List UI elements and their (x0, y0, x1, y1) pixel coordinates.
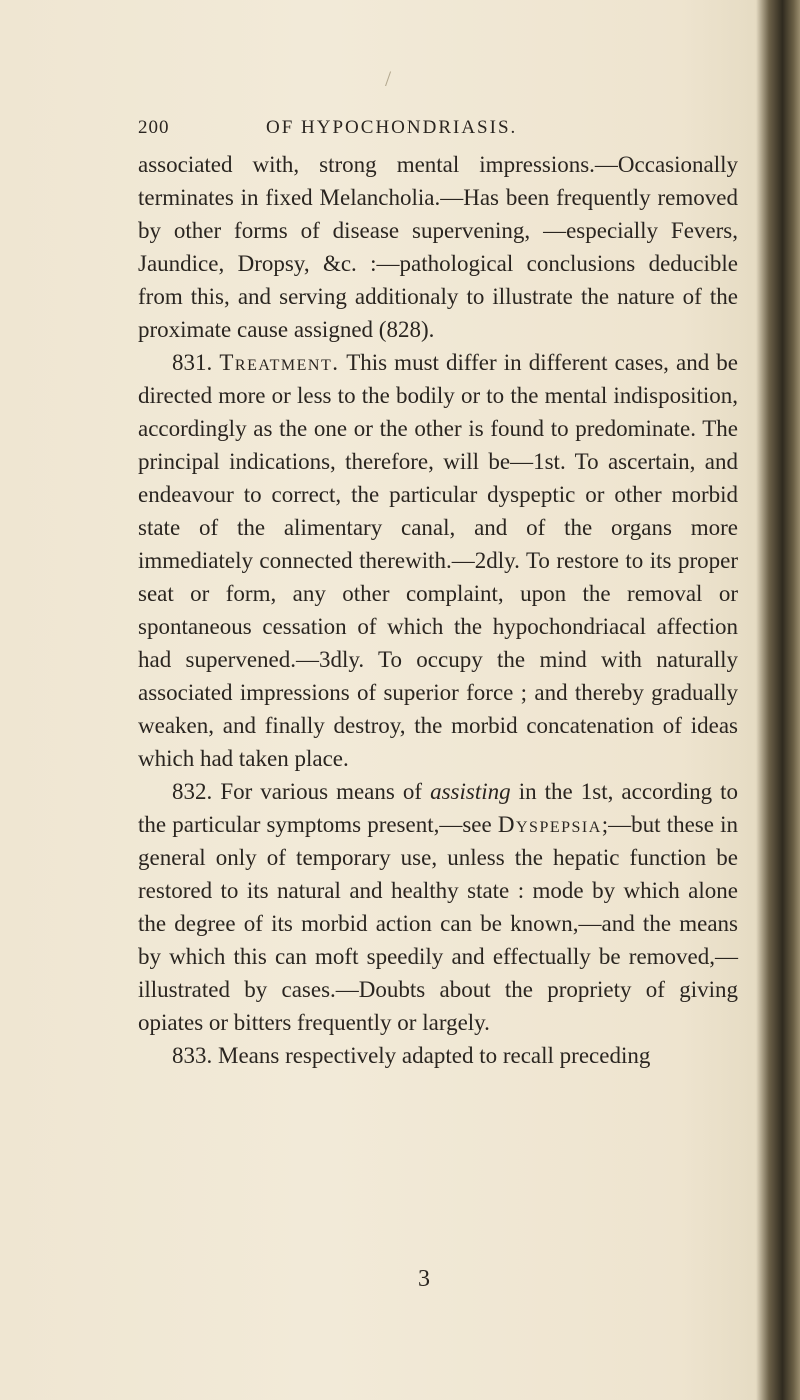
paragraph-text: associated with, strong mental impressions.—Occasionally terminates in fixed Melancholia.—Has been frequently removed by other forms of disease supervening, —especially Fevers, Jaundice, Dropsy, &c. :—pathological conclusions deducible from this, and serving additionaly to illustrate the nature of the proximate cause assigned (828). (138, 152, 738, 342)
stray-ink-mark: / (385, 66, 392, 91)
body-text (138, 148, 738, 1072)
signature-mark: 3 (418, 1266, 430, 1292)
running-title: OF HYPOCHONDRIASIS. (266, 117, 518, 138)
paragraph-text: For various means of (220, 779, 423, 804)
page-edge-shadow (756, 0, 800, 1400)
italic-term: assisting (430, 779, 511, 804)
running-header (138, 117, 738, 147)
section-heading: Treatment. (219, 350, 340, 375)
paragraph-text: Means respectively adapted to recall preceding (218, 1043, 651, 1068)
page-number: 200 (138, 117, 170, 138)
paragraph-number: 832. (172, 779, 213, 804)
paragraph-text: ;—but these in general only of temporary use, unless the hepatic function be restored to its natural and healthy state : mode by which alone the degree of its morbid action can be known,—and the means by which this can moft speedily and effectually be removed,— illustrated by cases.—Doubts about the propriety of giving opiates or bitters frequently or largely. (138, 812, 738, 1035)
paragraph-continuation (138, 148, 738, 346)
paragraph-text: in the 1st, according to the particular symptoms present,—see (138, 779, 739, 837)
paragraph-number: 831. (172, 350, 213, 375)
paragraph-831 (138, 346, 738, 775)
paragraph-833 (138, 1039, 738, 1072)
paragraph-text: This must differ in different cases, and be directed more or less to the bodily or to the mental indisposition, accordingly as the one or the other is found to predominate. The principal indications, therefore, will be—1st. To ascertain, and endeavour to correct, the particular dyspeptic or other morbid state of the alimentary canal, and of the organs more immediately connected therewith.—2dly. To restore to its proper seat or form, any other complaint, upon the removal or spontaneous cessation of which the hypochondriacal affection had supervened.—3dly. To occupy the mind with naturally associated impressions of superior force ; and thereby gradually weaken, and finally destroy, the morbid concatenation of ideas which had taken place. (138, 350, 739, 771)
paragraph-number: 833. (172, 1043, 213, 1068)
cross-reference: Dyspepsia (497, 812, 602, 837)
paragraph-832 (138, 775, 738, 1039)
